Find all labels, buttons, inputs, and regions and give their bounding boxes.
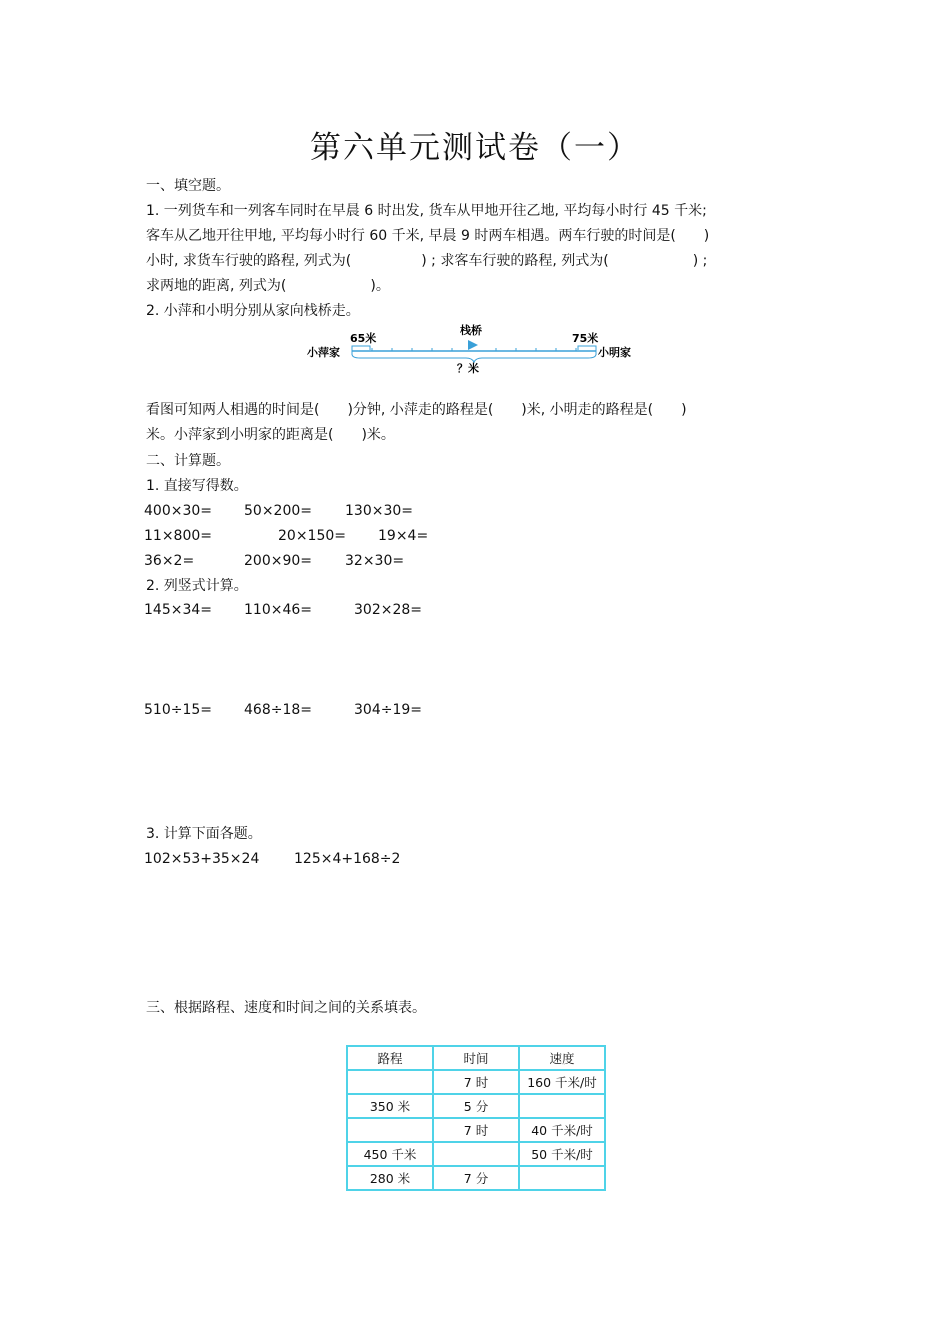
bridge-diagram xyxy=(300,318,660,380)
oral-item: 11×800= xyxy=(144,528,212,544)
speed-cell: 50 千米/时 xyxy=(519,1142,605,1166)
expression-item: 125×4+168÷2 xyxy=(294,851,401,867)
time-cell: 7 时 xyxy=(433,1070,519,1094)
table-row xyxy=(347,1142,605,1166)
section1-heading: 一、填空题。 xyxy=(146,178,230,194)
distance-cell[interactable] xyxy=(347,1070,433,1094)
table-row xyxy=(347,1070,605,1094)
bottom-brace xyxy=(352,354,596,362)
header-cell: 路程 xyxy=(347,1046,433,1070)
q2-line2: 看图可知两人相遇的时间是( )分钟, 小萍走的路程是( )米, 小明走的路程是( ) xyxy=(146,402,687,418)
q1-line2: 客车从乙地开往甲地, 平均每小时行 60 千米, 早晨 9 时两车相遇。两车行驶的时间是( ) xyxy=(146,228,710,244)
diagram-right-measure: 75米 xyxy=(572,332,599,345)
vertical-calc-item: 145×34= xyxy=(144,602,212,618)
speed-cell: 40 千米/时 xyxy=(519,1118,605,1142)
distance-cell: 280 米 xyxy=(347,1166,433,1190)
diagram-left-label: 小萍家 xyxy=(307,346,340,359)
q1-line4: 求两地的距离, 列式为( )。 xyxy=(146,278,390,294)
header-cell: 时间 xyxy=(433,1046,519,1070)
page-title: 第六单元测试卷（一） xyxy=(310,130,640,166)
bridge-flag-icon xyxy=(468,340,478,350)
diagram-bottom-label: ？米 xyxy=(457,362,479,375)
distance-cell: 450 千米 xyxy=(347,1142,433,1166)
table-row xyxy=(347,1118,605,1142)
calc-q3-label: 3. 计算下面各题。 xyxy=(146,826,262,842)
table-row xyxy=(347,1166,605,1190)
oral-item: 36×2= xyxy=(144,553,195,569)
vertical-calc-item: 302×28= xyxy=(354,602,422,618)
table-row xyxy=(347,1094,605,1118)
header-cell: 速度 xyxy=(519,1046,605,1070)
time-cell: 7 时 xyxy=(433,1118,519,1142)
vertical-calc-item: 304÷19= xyxy=(354,702,422,718)
vertical-calc-item: 510÷15= xyxy=(144,702,212,718)
speed-cell[interactable] xyxy=(519,1094,605,1118)
vertical-calc-item: 110×46= xyxy=(244,602,312,618)
section3-heading: 三、根据路程、速度和时间之间的关系填表。 xyxy=(146,1000,426,1016)
oral-item: 200×90= xyxy=(244,553,312,569)
vertical-calc-item: 468÷18= xyxy=(244,702,312,718)
diagram-right-label: 小明家 xyxy=(598,346,631,359)
distance-cell[interactable] xyxy=(347,1118,433,1142)
time-cell: 5 分 xyxy=(433,1094,519,1118)
calc-q1-label: 1. 直接写得数。 xyxy=(146,478,248,494)
speed-cell[interactable] xyxy=(519,1166,605,1190)
expression-item: 102×53+35×24 xyxy=(144,851,260,867)
oral-item: 50×200= xyxy=(244,503,312,519)
oral-item: 130×30= xyxy=(345,503,413,519)
oral-item: 32×30= xyxy=(345,553,405,569)
section2-heading: 二、计算题。 xyxy=(146,453,230,469)
left-bracket xyxy=(352,346,370,350)
diagram-top-label: 栈桥 xyxy=(460,324,482,337)
right-bracket xyxy=(578,346,596,350)
diagram-left-measure: 65米 xyxy=(350,332,377,345)
q1-line1: 1. 一列货车和一列客车同时在早晨 6 时出发, 货车从甲地开往乙地, 平均每小时行 45 千米; xyxy=(146,203,707,219)
speed-cell: 160 千米/时 xyxy=(519,1070,605,1094)
oral-item: 400×30= xyxy=(144,503,212,519)
calc-q2-label: 2. 列竖式计算。 xyxy=(146,578,248,594)
distance-cell: 350 米 xyxy=(347,1094,433,1118)
time-cell: 7 分 xyxy=(433,1166,519,1190)
speed-time-distance-table xyxy=(346,1045,606,1191)
table-header-row xyxy=(347,1046,605,1070)
q1-line3: 小时, 求货车行驶的路程, 列式为( ) ; 求客车行驶的路程, 列式为( ) ; xyxy=(146,253,708,269)
q2-line1: 2. 小萍和小明分别从家向栈桥走。 xyxy=(146,303,360,319)
q2-line3: 米。小萍家到小明家的距离是( )米。 xyxy=(146,427,395,443)
time-cell[interactable] xyxy=(433,1142,519,1166)
oral-item: 19×4= xyxy=(378,528,429,544)
oral-item: 20×150= xyxy=(278,528,346,544)
